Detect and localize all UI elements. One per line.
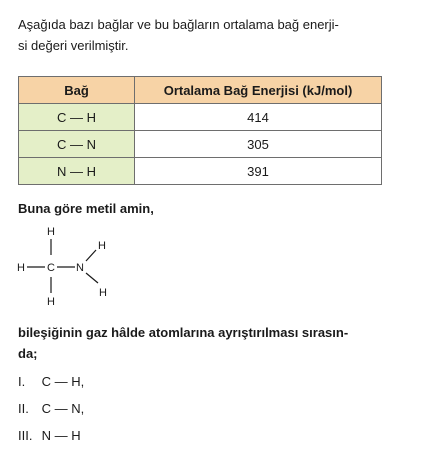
atom-h-lower-right: H bbox=[99, 287, 107, 299]
option-item bbox=[18, 399, 84, 426]
atom-h-upper-right: H bbox=[98, 240, 106, 252]
energy-cell: 305 bbox=[135, 131, 382, 158]
table-row bbox=[19, 158, 382, 185]
table-row bbox=[19, 131, 382, 158]
options-list bbox=[18, 372, 84, 453]
prompt-text bbox=[18, 322, 378, 364]
atom-h-bottom: H bbox=[47, 296, 55, 308]
bond-energy-table bbox=[18, 76, 382, 185]
energy-cell: 414 bbox=[135, 104, 382, 131]
option-item bbox=[18, 372, 84, 399]
energy-cell: 391 bbox=[135, 158, 382, 185]
intro-line-2: si değeri verilmiştir. bbox=[18, 38, 129, 53]
prompt-line-2: da; bbox=[18, 346, 38, 361]
bond-line-n-h-upper bbox=[86, 250, 96, 261]
atom-carbon: C bbox=[47, 262, 55, 274]
table-header-row bbox=[19, 77, 382, 104]
bond-line-n-h-lower bbox=[86, 273, 98, 283]
option-text: N — H bbox=[41, 428, 81, 443]
option-number: II. bbox=[18, 401, 29, 416]
bond-cell: C — H bbox=[19, 104, 135, 131]
option-text: C — N, bbox=[41, 401, 85, 416]
header-energy: Ortalama Bağ Enerjisi (kJ/mol) bbox=[135, 77, 382, 104]
option-item bbox=[18, 426, 84, 453]
bond-cell: N — H bbox=[19, 158, 135, 185]
header-bond: Bağ bbox=[19, 77, 135, 104]
methylamine-structure bbox=[10, 222, 130, 312]
option-number: III. bbox=[18, 428, 33, 443]
option-text: C — H, bbox=[41, 374, 85, 389]
atom-h-left: H bbox=[17, 262, 25, 274]
atom-nitrogen: N bbox=[76, 262, 84, 274]
atom-h-top: H bbox=[47, 226, 55, 238]
bond-cell: C — N bbox=[19, 131, 135, 158]
table-row bbox=[19, 104, 382, 131]
question-text: Buna göre metil amin, bbox=[18, 201, 154, 216]
option-number: I. bbox=[18, 374, 26, 389]
prompt-line-1: bileşiğinin gaz hâlde atomlarına ayrıştırılması sırasın- bbox=[18, 325, 349, 340]
intro-text bbox=[18, 14, 378, 56]
intro-line-1: Aşağıda bazı bağlar ve bu bağların ortalama bağ enerji- bbox=[18, 17, 339, 32]
